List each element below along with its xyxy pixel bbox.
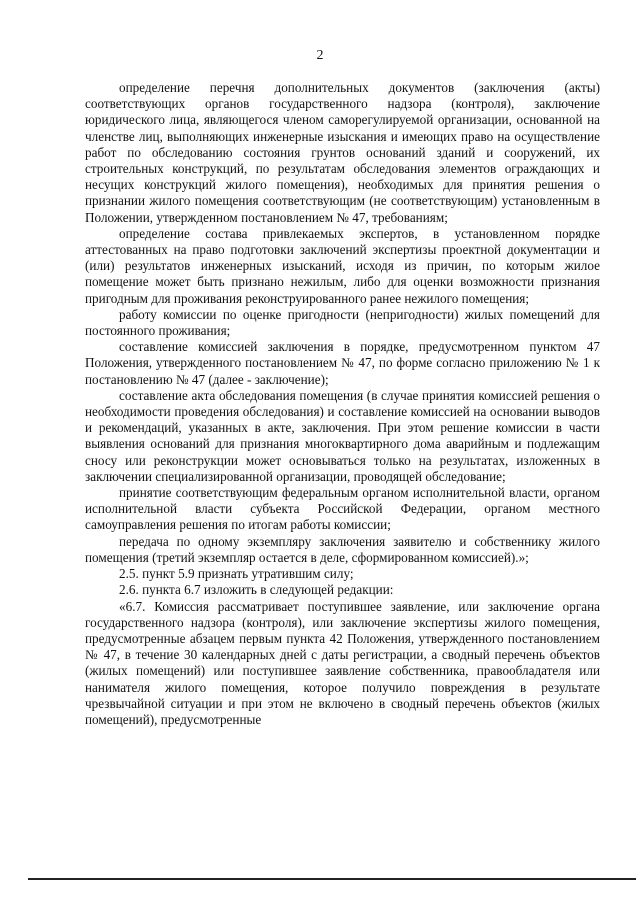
paragraph: принятие соответствующим федеральным органом исполнительной власти, органом исполнительной власти субъекта Российской Федерации, органом местного самоуправления решения по итогам работы комиссии; [85, 485, 600, 533]
scan-edge-line [28, 878, 636, 880]
paragraph: определение состава привлекаемых экспертов, в установленном порядке аттестованных на право подготовки заключений экспертизы проектной документации и (или) результатов инженерных изысканий, исходя из причин, по которым жилое помещение может быть признано нежилым, либо для оценки возможности признания пригодным для проживания реконструированного ранее нежилого помещения; [85, 225, 600, 306]
paragraph: 2.6. пункта 6.7 изложить в следующей редакции: [119, 582, 394, 598]
paragraph: работу комиссии по оценке пригодности (непригодности) жилых помещений для постоянного проживания; [85, 306, 600, 339]
document-body [85, 80, 600, 728]
page-number: 2 [316, 48, 324, 63]
paragraph: составление акта обследования помещения (в случае принятия комиссией решения о необходимости проведения обследования) и составление комиссией на основании выводов и рекомендаций, указанных в акте, заключения. При этом решение комиссии в части выявления оснований для признания многоквартирного дома аварийным и подлежащим сносу или реконструкции может основываться только на результатах, изложенных в заключении специализированной организации, проводящей обследование; [85, 387, 600, 484]
paragraph: определение перечня дополнительных документов (заключения (акты) соответствующих органов государственного надзора (контроля), заключение юридического лица, являющегося членом саморегулируемой организации, основанной на членстве лиц, выполняющих инженерные изыскания и имеющих право на осуществление работ по обследованию состояния грунтов оснований зданий и сооружений, их строительных конструкций, по результатам обследования элементов ограждающих и несущих конструкций жилого помещения), необходимых для принятия решения о признании жилого помещения соответствующим (не соответствующим) установленным в Положении, утвержденном постановлением № 47, требованиям; [85, 80, 600, 225]
paragraph: составление комиссией заключения в порядке, предусмотренном пунктом 47 Положения, утвержденного постановлением № 47, по форме согласно приложению № 1 к постановлению № 47 (далее - заключение); [85, 339, 600, 387]
paragraph: «6.7. Комиссия рассматривает поступившее заявление, или заключение органа государственного надзора (контроля), или заключение экспертизы жилого помещения, предусмотренные абзацем первым пункта 42 Положения, утвержденного постановлением № 47, в течение 30 календарных дней с даты регистрации, а сводный перечень объектов (жилых помещений) или поступившее заявление собственника, правообладателя или нанимателя жилого помещения, которое получило повреждения в результате чрезвычайной ситуации и при этом не включено в сводный перечень объектов (жилых помещений), предусмотренные [85, 598, 600, 727]
paragraph: 2.5. пункт 5.9 признать утратившим силу; [119, 566, 354, 582]
paragraph: передача по одному экземпляру заключения заявителю и собственнику жилого помещения (третий экземпляр остается в деле, сформированном комиссией).»; [85, 533, 600, 565]
